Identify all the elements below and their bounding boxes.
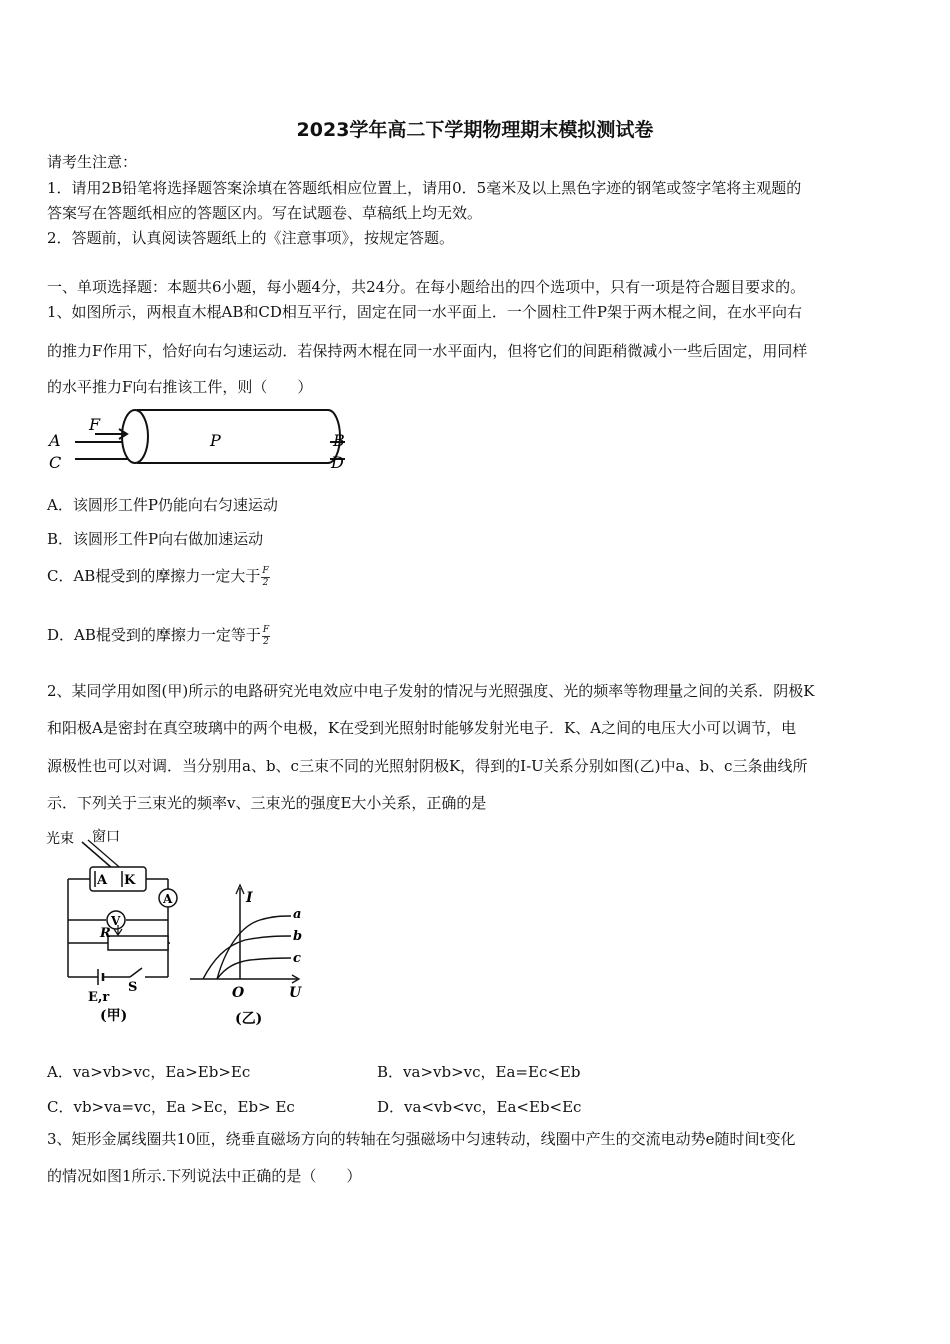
ammeter-label: A xyxy=(163,892,173,906)
q2-option-b[interactable]: B．va>vb>vc，Ea=Ec<Eb xyxy=(377,1063,581,1081)
q2-line-4: 示．下列关于三束光的频率v、三束光的强度E大小关系，正确的是 xyxy=(47,794,487,812)
caption-jia: (甲) xyxy=(100,1008,128,1024)
q1-option-d[interactable] xyxy=(47,624,270,648)
label-R: R xyxy=(100,926,111,941)
label-cathode-K: K xyxy=(124,873,136,888)
voltmeter-label: V xyxy=(111,914,121,928)
q1-option-c-text: C．AB棍受到的摩擦力一定大于 xyxy=(47,567,261,585)
label-S: S xyxy=(128,980,138,995)
fraction-f-over-2: $\frac{F}{2}$ xyxy=(262,565,269,588)
label-window: 窗口 xyxy=(92,829,120,845)
notice-heading: 请考生注意： xyxy=(47,153,138,171)
page-title: 2023学年高二下学期物理期末模拟测试卷 xyxy=(296,119,654,141)
notice-line-2: 2．答题前，认真阅读答题纸上的《注意事项》，按规定答题。 xyxy=(47,229,455,247)
label-B: B xyxy=(333,431,345,450)
axis-label-I: I xyxy=(246,890,253,906)
curve-c-label: c xyxy=(293,951,301,966)
q1-cylinder-figure xyxy=(45,402,350,478)
curve-b xyxy=(203,936,291,979)
q3-line-2: 的情况如图1所示.下列说法中正确的是（ ） xyxy=(47,1167,362,1185)
q1-option-c[interactable] xyxy=(47,565,270,589)
q3-line-1: 3、矩形金属线圈共10匝，绕垂直磁场方向的转轴在匀强磁场中匀速转动，线圈中产生的交流电动势e随时间t变化 xyxy=(47,1130,796,1148)
rheostat xyxy=(108,936,168,950)
label-D: D xyxy=(331,453,344,472)
switch xyxy=(130,968,142,977)
q2-line-3: 源极性也可以对调．当分别用a、b、c三束不同的光照射阴极K，得到的I-U关系分别如图(乙)中a、b、c三条曲线所 xyxy=(47,757,808,775)
curve-b-label: b xyxy=(293,929,303,944)
label-light-beam: 光束 xyxy=(46,831,74,847)
q1-line-2: 的推力F作用下，恰好向右匀速运动．若保持两木棍在同一水平面内，但将它们的间距稍微减小一些后固定，用同样 xyxy=(47,342,808,360)
q2-option-c[interactable]: C．vb>va=vc，Ea >Ec，Eb> Ec xyxy=(47,1098,295,1116)
label-P: P xyxy=(210,431,221,450)
fraction-f-over-2: $\frac{F}{2}$ xyxy=(262,624,270,647)
cylinder-left-end xyxy=(122,410,148,463)
q2-option-d[interactable]: D．va<vb<vc，Ea<Eb<Ec xyxy=(377,1098,582,1116)
caption-yi: (乙) xyxy=(235,1011,263,1027)
q1-option-d-text: D．AB棍受到的摩擦力一定等于 xyxy=(47,626,261,644)
curve-c xyxy=(217,958,291,979)
label-C: C xyxy=(49,453,62,472)
q2-iu-graph xyxy=(185,880,315,1030)
section-heading: 一、单项选择题：本题共6小题，每小题4分，共24分。在每小题给出的四个选项中，只有一项是符合题目要求的。 xyxy=(47,278,806,296)
notice-line-1: 1．请用2B铅笔将选择题答案涂填在答题纸相应位置上，请用0．5毫米及以上黑色字迹的钢笔或签字笔将主观题的 xyxy=(47,179,802,197)
q1-line-3: 的水平推力F向右推该工件，则（ ） xyxy=(47,378,313,396)
q1-option-b[interactable]: B．该圆形工件P向右做加速运动 xyxy=(47,530,264,548)
q2-line-2: 和阳极A是密封在真空玻璃中的两个电极，K在受到光照射时能够发射光电子．K、A之间的电压大小可以调节，电 xyxy=(47,719,797,737)
q1-option-a[interactable]: A．该圆形工件P仍能向右匀速运动 xyxy=(47,496,278,514)
q2-line-1: 2、某同学用如图(甲)所示的电路研究光电效应中电子发射的情况与光照强度、光的频率等物理量之间的关系．阴极K xyxy=(47,682,815,700)
axis-label-U: U xyxy=(289,985,302,1001)
label-A: A xyxy=(49,431,61,450)
q2-option-a[interactable]: A．va>vb>vc，Ea>Eb>Ec xyxy=(47,1063,251,1081)
curve-a-label: a xyxy=(293,907,302,922)
notice-line-1b: 答案写在答题纸相应的答题区内。写在试题卷、草稿纸上均无效。 xyxy=(47,204,483,222)
label-emf: E,r xyxy=(88,990,110,1005)
q1-line-1: 1、如图所示，两根直木棍AB和CD相互平行，固定在同一水平面上．一个圆柱工件P架于两木棍之间，在水平向右 xyxy=(47,303,803,321)
label-F: F xyxy=(89,415,101,434)
origin-O: O xyxy=(232,985,245,1001)
q2-circuit-figure xyxy=(42,825,187,1030)
label-anode-A: A xyxy=(97,873,108,888)
